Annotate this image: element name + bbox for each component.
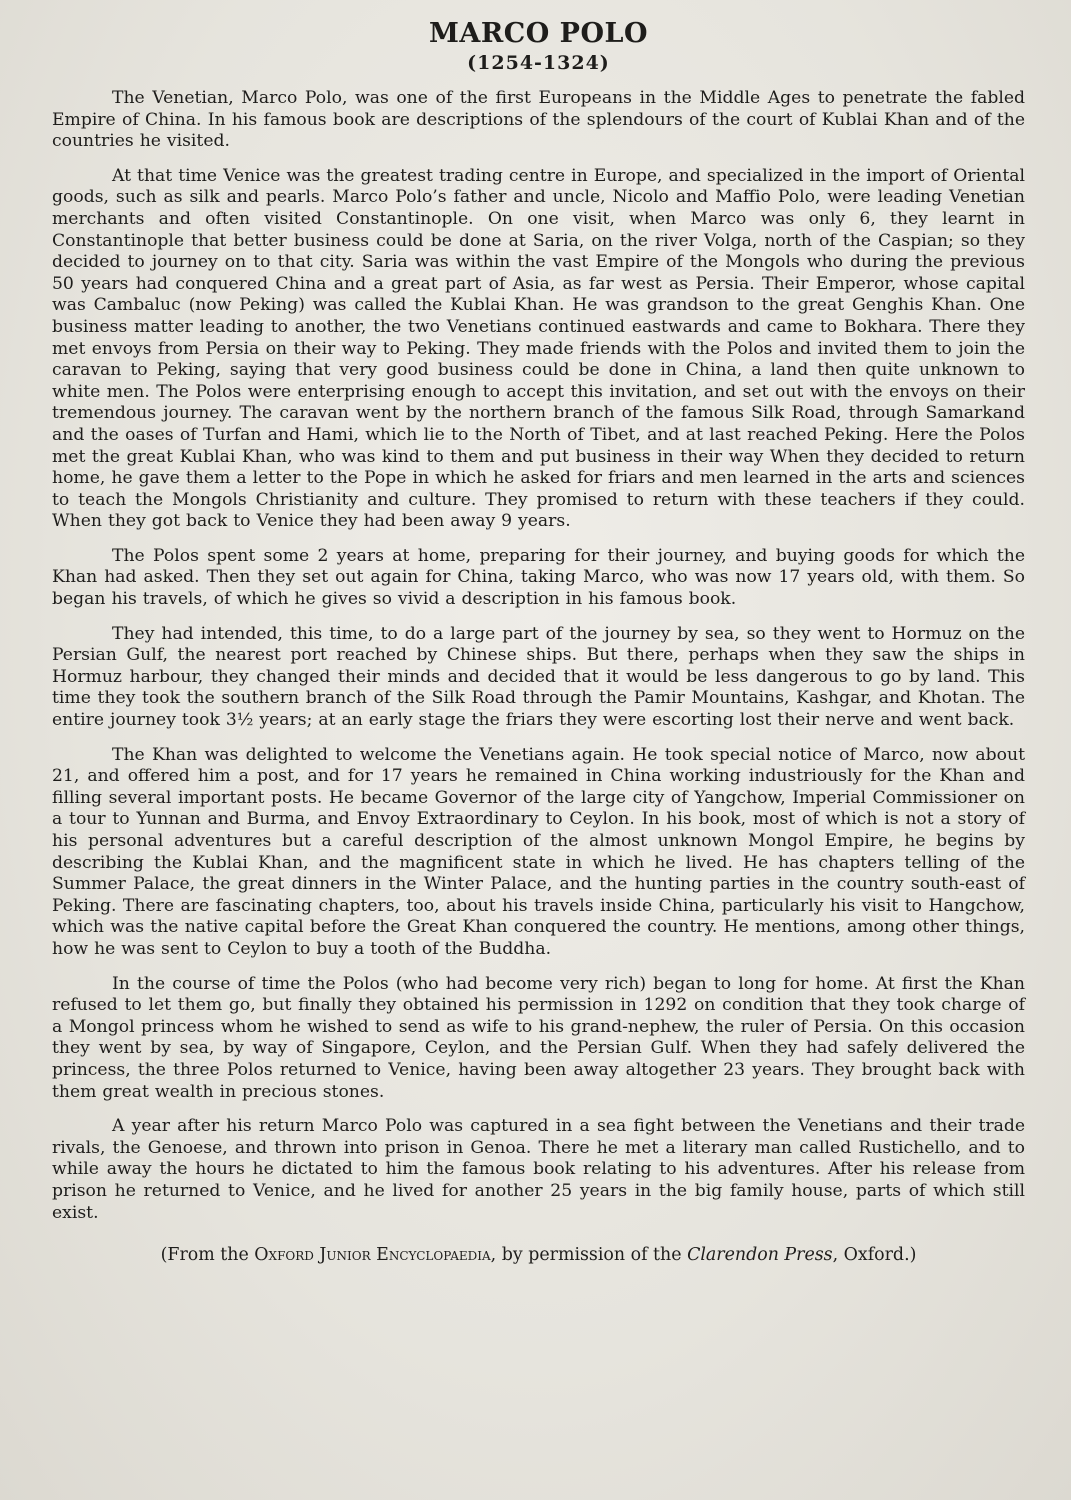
source-credit	[52, 1244, 1025, 1266]
credit-prefix: (From the	[160, 1245, 255, 1266]
credit-suffix: , Oxford.)	[832, 1245, 917, 1266]
paragraph-6: In the course of time the Polos (who had become very rich) began to long for home. At first the Khan refused to let them go, but finally they obtained his permission in 1292 on condition that they took charge of a Mongol princess whom he wished to send as wife to his grand-nephew, the ruler of Persia. On this occasion they went by sea, by way of Singapore, Ceylon, and the Persian Gulf. When they had safely delivered the princess, the three Polos returned to Venice, having been away altogether 23 years. They brought back with them great wealth in precious stones.	[52, 973, 1025, 1102]
paragraph-7: A year after his return Marco Polo was captured in a sea fight between the Venetians and their trade rivals, the Genoese, and thrown into prison in Genoa. There he met a literary man called Rustichello, and to while away the hours he dictated to him the famous book relating to his adventures. After his release from prison he returned to Venice, and he lived for another 25 years in the big family house, parts of which still exist.	[52, 1116, 1025, 1223]
paragraph-1: The Venetian, Marco Polo, was one of the first Europeans in the Middle Ages to penetrate the fabled Empire of China. In his famous book are descriptions of the splendours of the court of Kublai Khan and of the countries he visited.	[52, 88, 1025, 152]
paragraph-3: The Polos spent some 2 years at home, preparing for their journey, and buying goods for which the Khan had asked. Then they set out again for China, taking Marco, who was now 17 years old, with them. So began his travels, of which he gives so vivid a description in his famous book.	[52, 545, 1025, 610]
document-title: MARCO POLO	[428, 18, 648, 49]
credit-publisher: Clarendon Press	[687, 1245, 833, 1266]
paragraph-5: The Khan was delighted to welcome the Venetians again. He took special notice of Marco, now about 21, and offered him a post, and for 17 years he remained in China working industriously for the Khan and filling several important posts. He became Governor of the large city of Yangchow, Imperial Commissioner on a tour to Yunnan and Burma, and Envoy Extraordinary to Ceylon. In his book, most of which is not a story of his personal adventures but a careful description of the almost unknown Mongol Empire, he begins by describing the Kublai Khan, and the magnificent state in which he lived. He has chapters telling of the Summer Palace, the great dinners in the Winter Palace, and the hunting parties in the country south-east of Peking. There are fascinating chapters, too, about his travels inside China, particularly his visit to Hangchow, which was the native capital before the Great Khan conquered the country. He mentions, among other things, how he was sent to Ceylon to buy a tooth of the Buddha.	[52, 744, 1025, 959]
document-dates: (1254-1324)	[467, 52, 610, 74]
credit-middle: , by permission of the	[490, 1245, 688, 1266]
paragraph-4: They had intended, this time, to do a large part of the journey by sea, so they went to Hormuz on the Persian Gulf, the nearest port reached by Chinese ships. But there, perhaps when they saw the ships in Hormuz harbour, they changed their minds and decided that it would be less dangerous to go by land. This time they took the southern branch of the Silk Road through the Pamir Mountains, Kashgar, and Khotan. The entire journey took 3½ years; at an early stage the friars they were escorting lost their nerve and went back.	[52, 623, 1025, 731]
paragraph-2: At that time Venice was the greatest trading centre in Europe, and specialized in the import of Oriental goods, such as silk and pearls. Marco Polo’s father and uncle, Nicolo and Maffio Polo, were leading Venetian merchants and often visited Constantinople. On one visit, when Marco was only 6, they learnt in Constantinople that better business could be done at Saria, on the river Volga, north of the Caspian; so they decided to journey on to that city. Saria was within the vast Empire of the Mongols who during the previous 50 years had conquered China and a great part of Asia, as far west as Persia. Their Emperor, whose capital was Cambaluc (now Peking) was called the Kublai Khan. He was grandson to the great Genghis Khan. One business matter leading to another, the two Venetians continued eastwards and came to Bokhara. There they met envoys from Persia on their way to Peking. They made friends with the Polos and invited them to join the caravan to Peking, saying that very good business could be done in China, a land then quite unknown to white men. The Polos were enterprising enough to accept this invitation, and set out with the envoys on their tremendous journey. The caravan went by the northern branch of the famous Silk Road, through Samarkand and the oases of Turfan and Hami, which lie to the North of Tibet, and at last reached Peking. Here the Polos met the great Kublai Khan, who was kind to them and put business in their way When they decided to return home, he gave them a letter to the Pope in which he asked for friars and men learned in the arts and sciences to teach the Mongols Christianity and culture. They promised to return with these teachers if they could. When they got back to Venice they had been away 9 years.	[52, 165, 1025, 532]
credit-source: Oxford Junior Encyclopaedia	[254, 1245, 491, 1266]
